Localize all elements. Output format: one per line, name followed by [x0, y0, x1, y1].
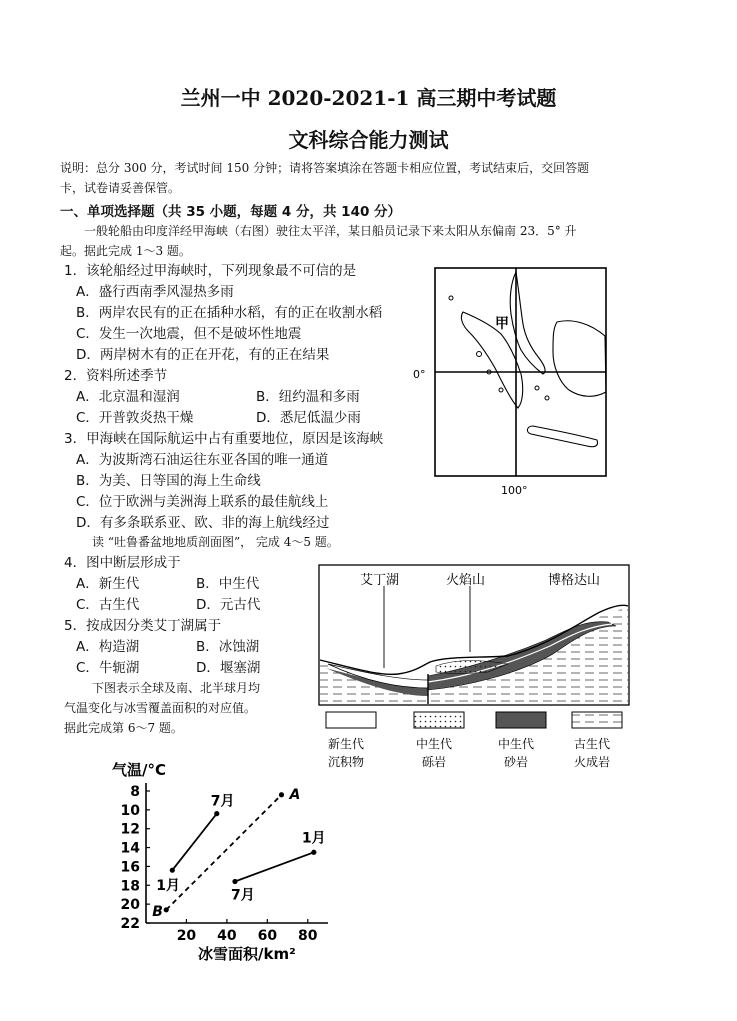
option: A．新生代	[76, 576, 140, 592]
legend-label: 砂岩	[504, 755, 529, 769]
legend-swatch-igneous	[572, 712, 622, 728]
y-axis-label: 气温/°C	[112, 761, 166, 779]
legend-label: 砾岩	[422, 755, 447, 769]
legend-label: 火成岩	[574, 755, 611, 769]
data-point	[164, 907, 169, 912]
point-label: B	[152, 903, 163, 920]
passage1-line2: 起。据此完成 1～3 题。	[60, 244, 191, 258]
page-title: 兰州一中 2020-2021-1 高三期中考试题	[180, 86, 557, 110]
option: B．纽约温和多雨	[256, 389, 360, 405]
x-tick-label: 40	[217, 928, 237, 944]
y-tick-label: 12	[120, 821, 140, 838]
data-point	[214, 811, 219, 816]
question-stem: 1．该轮船经过甲海峡时，下列现象最不可信的是	[64, 263, 357, 279]
legend-swatch-sandstone	[496, 712, 546, 728]
legend-label: 新生代	[328, 737, 365, 751]
question-4	[64, 553, 314, 616]
geologic-profile	[318, 564, 630, 774]
option: D．堰塞湖	[196, 660, 261, 676]
question-stem: 4．图中断层形成于	[64, 555, 181, 571]
option: C．古生代	[76, 597, 140, 613]
option: D．两岸树木有的正在开花，有的正在结果	[76, 347, 330, 363]
option: D．悉尼低温少雨	[256, 410, 361, 426]
longitude-label: 100°	[501, 484, 528, 497]
question-stem: 3．甲海峡在国际航运中占有重要地位，原因是该海峡	[64, 431, 384, 447]
section-heading: 一、单项选择题（共 35 小题，每题 4 分，共 140 分）	[60, 204, 402, 220]
y-tick-label: 22	[120, 916, 140, 932]
x-tick-label: 20	[176, 928, 197, 944]
series-line	[172, 814, 216, 871]
x-tick-label: 60	[257, 928, 278, 944]
data-point	[279, 792, 284, 797]
legend-label: 沉积物	[328, 755, 365, 769]
option: B．中生代	[196, 576, 260, 592]
option: A．北京温和湿润	[76, 389, 180, 405]
question-2	[64, 366, 404, 429]
y-tick-label: 18	[120, 878, 140, 895]
option: D．有多条联系亚、欧、非的海上航线经过	[76, 515, 330, 531]
option: C．开普敦炎热干燥	[76, 410, 194, 426]
legend-label: 中生代	[416, 737, 453, 751]
option: C．位于欧洲与美洲海上联系的最佳航线上	[76, 494, 329, 510]
y-tick-label: 14	[120, 840, 140, 857]
option: D．元古代	[196, 597, 261, 613]
option: C．发生一次地震，但不是破坏性地震	[76, 326, 302, 342]
data-point	[170, 868, 175, 873]
y-tick-label: 10	[120, 802, 140, 819]
question-1	[64, 261, 382, 366]
question-stem: 5．按成因分类艾丁湖属于	[64, 618, 222, 634]
y-tick-label: 8	[130, 784, 140, 800]
label-flaming-mountain: 火焰山	[446, 573, 486, 588]
y-tick-label: 20	[120, 897, 140, 914]
passage3-line1: 下图表示全球及南、北半球月均	[92, 681, 261, 695]
x-axis-label: 冰雪面积/km²	[198, 945, 296, 963]
series-line	[166, 795, 281, 910]
point-label: 7月	[230, 887, 255, 904]
strait-map	[405, 262, 615, 500]
legend-label: 古生代	[574, 737, 611, 751]
instructions-line2: 卡，试卷请妥善保管。	[60, 181, 181, 195]
option: A．为波斯湾石油运往东亚各国的唯一通道	[76, 452, 329, 468]
temperature-snow-chart	[100, 755, 340, 965]
passage2: 读 “吐鲁番盆地地质剖面图”， 完成 4～5 题。	[92, 535, 339, 549]
passage1-line1: 一般轮船由印度洋经甲海峡（右图）驶往太平洋，某日船员记录下来太阳从东偏南 23．5° 升	[84, 224, 577, 238]
option: B．冰蚀湖	[196, 639, 260, 655]
question-stem: 2．资料所述季节	[64, 368, 168, 384]
y-tick-label: 16	[120, 859, 140, 876]
passage3-line3: 据此完成第 6～7 题。	[64, 721, 183, 735]
passage3-line2: 气温变化与冰雪覆盖面积的对应值。	[64, 701, 257, 715]
point-label: 7月	[210, 793, 235, 810]
strait-marker: 甲	[495, 316, 509, 332]
question-5	[64, 616, 314, 679]
question-3	[64, 429, 383, 534]
option: A．构造湖	[76, 639, 140, 655]
x-tick-label: 80	[298, 928, 318, 944]
instructions-line1: 说明：总分 300 分，考试时间 150 分钟；请将答案填涂在答题卡相应位置，考试结束后，交回答题	[60, 161, 590, 175]
data-point	[232, 879, 237, 884]
legend-swatch-sediment	[326, 712, 376, 728]
data-point	[311, 850, 316, 855]
point-label: A	[289, 786, 301, 803]
option: A．盛行西南季风湿热多雨	[76, 284, 234, 300]
latitude-label: 0°	[413, 368, 426, 381]
legend-swatch-conglomerate	[414, 712, 464, 728]
point-label: 1月	[301, 830, 326, 847]
point-label: 1月	[156, 878, 181, 895]
option: B．两岸农民有的正在插种水稻，有的正在收割水稻	[76, 305, 383, 321]
option: C．牛轭湖	[76, 660, 140, 676]
page-subtitle: 文科综合能力测试	[288, 128, 449, 152]
series-line	[235, 852, 314, 881]
legend-label: 中生代	[498, 737, 535, 751]
option: B．为美、日等国的海上生命线	[76, 473, 261, 489]
label-aiding-lake: 艾丁湖	[360, 573, 400, 588]
label-bogda-mountain: 博格达山	[548, 573, 601, 588]
